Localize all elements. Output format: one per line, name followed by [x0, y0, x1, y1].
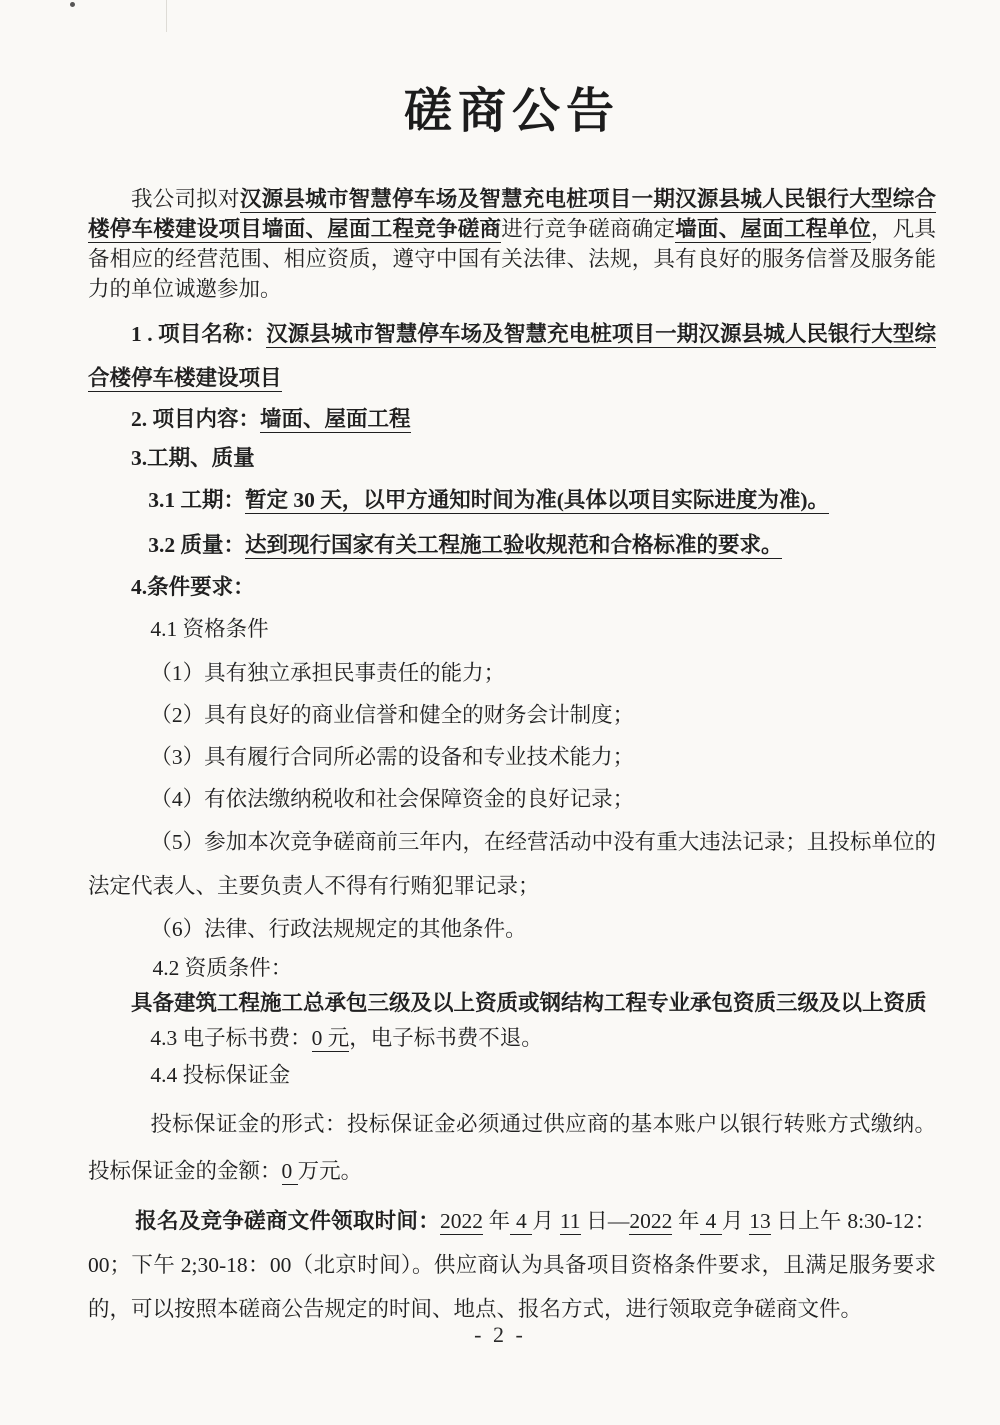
item-2-project-content [88, 400, 936, 438]
item-4-3-bid-document-fee [88, 1020, 936, 1057]
qualification-4-segment: （4）有依法缴纳税收和社会保障资金的良好记录； [150, 787, 635, 811]
qualification-3 [88, 736, 936, 778]
registration-time-paragraph-segment: 月 [532, 1209, 560, 1233]
item-4-2-credential-segment: 4.2 资质条件： [152, 956, 293, 980]
item-4-3-bid-document-fee-segment: 4.3 电子标书费： [150, 1026, 312, 1050]
intro-paragraph-segment: ，凡具备相应的经营范围、相应资质，遵守中国有关法律、法规，具有良好的服务信誉及服务能力的单位诚邀参加。 [88, 217, 936, 301]
document-paragraphs [88, 184, 936, 1331]
intro-paragraph [88, 184, 936, 304]
item-3-1-duration-segment: 暂定 30 天，以甲方通知时间为准(具体以项目实际进度为准)。 [244, 488, 830, 512]
registration-time-paragraph-segment: 13 [749, 1209, 771, 1233]
item-3-2-quality [88, 523, 936, 568]
intro-paragraph-segment: 墙面、屋面工程单位 [675, 217, 871, 241]
qualification-1 [88, 652, 936, 694]
qualification-6-segment: （6）法律、行政法规规定的其他条件。 [150, 917, 527, 941]
item-4-1-qualification [88, 606, 936, 652]
page-number: - 2 - [474, 1322, 526, 1347]
registration-time-paragraph-segment: 月 [721, 1209, 750, 1233]
item-3-duration-quality-segment: 3.工期、质量 [131, 446, 255, 470]
registration-time-paragraph [88, 1199, 936, 1331]
item-4-1-qualification-segment: 4.1 资格条件 [150, 617, 269, 641]
scan-artifact-dot [70, 2, 75, 7]
item-4-requirements [88, 568, 936, 606]
item-3-1-duration [88, 478, 936, 523]
credential-requirement-segment: 具备建筑工程施工总承包三级及以上资质或钢结构工程专业承包资质三级及以上资质 [131, 991, 927, 1015]
item-4-2-credential [88, 950, 936, 986]
item-4-4-bid-bond [88, 1057, 936, 1093]
qualification-2-segment: （2）具有良好的商业信誉和健全的财务会计制度； [150, 703, 635, 727]
credential-requirement [88, 986, 936, 1020]
qualification-4 [88, 778, 936, 820]
qualification-1-segment: （1）具有独立承担民事责任的能力； [150, 661, 506, 685]
registration-time-paragraph-segment: 日— [580, 1209, 630, 1233]
item-4-3-bid-document-fee-segment: 0 元 [311, 1026, 350, 1050]
item-1-project-name [88, 312, 936, 400]
qualification-6 [88, 908, 936, 950]
document-title: 磋商公告 [403, 85, 620, 138]
registration-time-paragraph-segment: 年 [672, 1209, 700, 1233]
bid-bond-form-paragraph-segment: 万元。 [297, 1159, 363, 1183]
registration-time-paragraph-segment: 4 [699, 1209, 722, 1233]
registration-time-paragraph-segment: 2022 [629, 1209, 673, 1233]
scan-artifact-line [166, 0, 167, 32]
item-4-requirements-segment: 4.条件要求： [131, 575, 255, 599]
intro-paragraph-segment: 汉源县城市智慧停车场及智慧充电桩项目一期汉源县城人民银行大型综合楼停车楼建设项目墙面、屋面工程竞争磋商 [88, 187, 936, 241]
item-2-project-content-segment: 墙面、屋面工程 [260, 407, 411, 431]
registration-time-paragraph-segment: 报名及竞争磋商文件领取时间： [135, 1209, 440, 1233]
item-1-project-name-segment: 汉源县城市智慧停车场及智慧充电桩项目一期汉源县城人民银行大型综合楼停车楼建设项目 [88, 322, 936, 390]
bid-bond-form-paragraph-segment: 投标保证金的形式：投标保证金必须通过供应商的基本账户以银行转账方式缴纳。投标保证金的金额： [88, 1112, 936, 1183]
intro-paragraph-segment: 进行竞争磋商确定 [501, 217, 676, 241]
qualification-3-segment: （3）具有履行合同所必需的设备和专业技术能力； [150, 745, 635, 769]
item-2-project-content-segment: 2. 项目内容： [131, 407, 261, 431]
item-3-2-quality-segment: 3.2 质量： [148, 533, 245, 557]
bid-bond-form-paragraph [88, 1101, 936, 1195]
qualification-5-segment: （5）参加本次竞争磋商前三年内，在经营活动中没有重大违法记录；且投标单位的法定代表人、主要负责人不得有行贿犯罪记录； [88, 830, 936, 898]
registration-time-paragraph-segment: 年 [482, 1209, 511, 1233]
item-4-4-bid-bond-segment: 4.4 投标保证金 [150, 1063, 291, 1087]
registration-time-paragraph-segment: 日上午 8:30-12：00；下午 2;30-18：00（北京时间）。供应商认为具备项目资格条件要求，且满足服务要求的，可以按照本磋商公告规定的时间、地点、报名方式，进行领取竞争磋商文件。 [88, 1209, 936, 1321]
intro-paragraph-segment: 我公司拟对 [131, 187, 240, 211]
registration-time-paragraph-segment: 2022 [439, 1209, 483, 1233]
bid-bond-form-paragraph-segment: 0 [281, 1159, 298, 1183]
item-3-1-duration-segment: 3.1 工期： [148, 488, 245, 512]
qualification-2 [88, 694, 936, 736]
item-4-3-bid-document-fee-segment: ，电子标书费不退。 [349, 1026, 543, 1050]
item-3-2-quality-segment: 达到现行国家有关工程施工验收规范和合格标准的要求。 [244, 533, 783, 557]
registration-time-paragraph-segment: 4 [510, 1209, 533, 1233]
item-1-project-name-segment: 1 . 项目名称： [131, 322, 267, 346]
item-3-duration-quality [88, 438, 936, 478]
registration-time-paragraph-segment: 11 [559, 1209, 581, 1233]
qualification-5 [88, 820, 936, 908]
